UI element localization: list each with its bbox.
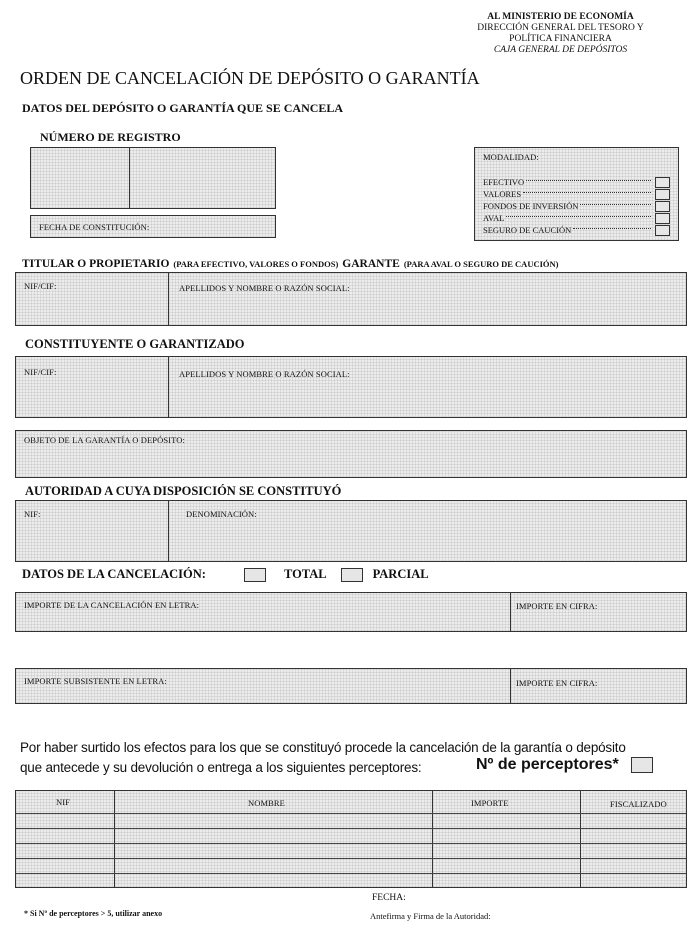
modalidad-aval[interactable] <box>483 212 670 224</box>
importe-cancelacion-divider <box>510 593 511 631</box>
fondos-checkbox[interactable] <box>655 201 670 212</box>
titular-heading-c: GARANTE <box>342 258 400 270</box>
perceptores-row <box>476 756 653 774</box>
modalidad-label: MODALIDAD: <box>483 152 539 162</box>
form-subtitle: DATOS DEL DEPÓSITO O GARANTÍA QUE SE CANCELA <box>22 101 344 115</box>
parcial-checkbox[interactable] <box>341 568 363 582</box>
table-row-line <box>16 843 686 844</box>
importe-cancelacion-field[interactable] <box>15 592 687 632</box>
total-label: TOTAL <box>283 567 327 581</box>
fecha-constitucion-field[interactable] <box>30 215 276 238</box>
modalidad-valores-label: VALORES <box>483 189 522 199</box>
table-header-importe: IMPORTE <box>471 798 509 808</box>
subsistente-letra-label: IMPORTE SUBSISTENTE EN LETRA: <box>24 676 167 686</box>
perceptores-label: Nº de perceptores* <box>476 756 619 773</box>
seguro-checkbox[interactable] <box>655 225 670 236</box>
table-header-nif: NIF <box>56 797 70 807</box>
modalidad-seguro[interactable] <box>483 224 670 236</box>
cancelacion-row <box>22 567 429 582</box>
constituyente-divider <box>168 357 169 417</box>
modalidad-fondos[interactable] <box>483 200 670 212</box>
header-line-2: DIRECCIÓN GENERAL DEL TESORO Y <box>477 23 644 33</box>
footer-fecha: FECHA: <box>372 893 406 903</box>
constituyente-name-label: APELLIDOS Y NOMBRE O RAZÓN SOCIAL: <box>179 369 350 379</box>
valores-checkbox[interactable] <box>655 189 670 200</box>
table-row-line <box>16 828 686 829</box>
titular-heading-a: TITULAR O PROPIETARIO <box>22 258 170 270</box>
constituyente-nif-label: NIF/CIF: <box>24 367 57 377</box>
titular-heading <box>22 254 559 272</box>
modalidad-efectivo[interactable] <box>483 176 670 188</box>
header-line-1: AL MINISTERIO DE ECONOMÍA <box>487 12 634 22</box>
autoridad-denom-label: DENOMINACIÓN: <box>186 509 257 519</box>
importe-letra-label: IMPORTE DE LA CANCELACIÓN EN LETRA: <box>24 600 200 610</box>
constituyente-field[interactable] <box>15 356 687 418</box>
header-line-3: POLÍTICA FINANCIERA <box>509 34 612 44</box>
modalidad-box <box>474 147 679 241</box>
importe-subsistente-divider <box>510 669 511 703</box>
importe-subsistente-field[interactable] <box>15 668 687 704</box>
perceptores-count-box[interactable] <box>631 757 653 773</box>
objeto-label: OBJETO DE LA GARANTÍA O DEPÓSITO: <box>24 435 185 445</box>
table-header-nombre: NOMBRE <box>248 798 285 808</box>
subsistente-cifra-label: IMPORTE EN CIFRA: <box>516 678 598 688</box>
registro-number-field[interactable] <box>30 147 276 209</box>
autoridad-heading: AUTORIDAD A CUYA DISPOSICIÓN SE CONSTITUYÓ <box>25 484 342 498</box>
fecha-constitucion-label: FECHA DE CONSTITUCIÓN: <box>39 222 150 232</box>
titular-heading-b: (PARA EFECTIVO, VALORES O FONDOS) <box>173 259 339 269</box>
autoridad-divider <box>168 501 169 561</box>
modalidad-seguro-label: SEGURO DE CAUCIÓN <box>483 225 572 235</box>
registro-divider <box>129 148 130 208</box>
registro-heading: NÚMERO DE REGISTRO <box>40 130 181 144</box>
statement-line-1: Por haber surtido los efectos para los que se constituyó procede la cancelación de la garantía o depósito <box>20 740 626 755</box>
objeto-field[interactable] <box>15 430 687 478</box>
modalidad-fondos-label: FONDOS DE INVERSIÓN <box>483 201 579 211</box>
titular-divider <box>168 273 169 325</box>
footer-note: * Si Nº de perceptores > 5, utilizar anexo <box>24 909 163 918</box>
autoridad-field[interactable] <box>15 500 687 562</box>
table-row-line <box>16 858 686 859</box>
perceptores-table <box>15 790 687 888</box>
constituyente-heading: CONSTITUYENTE O GARANTIZADO <box>25 337 245 351</box>
cancelacion-heading: DATOS DE LA CANCELACIÓN: <box>22 567 206 581</box>
importe-cifra-label: IMPORTE EN CIFRA: <box>516 601 598 611</box>
table-header-fiscalizado: FISCALIZADO <box>610 799 667 809</box>
modalidad-efectivo-label: EFECTIVO <box>483 177 525 187</box>
table-row-line <box>16 873 686 874</box>
statement-line-2: que antecede y su devolución o entrega a los siguientes perceptores: <box>20 760 422 775</box>
header-line-4: CAJA GENERAL DE DEPÓSITOS <box>493 45 628 55</box>
table-row-line <box>16 813 686 814</box>
titular-field[interactable] <box>15 272 687 326</box>
autoridad-nif-label: NIF: <box>24 509 41 519</box>
titular-nif-label: NIF/CIF: <box>24 281 57 291</box>
form-title: ORDEN DE CANCELACIÓN DE DEPÓSITO O GARANTÍA <box>20 68 480 88</box>
ministry-header <box>458 12 663 56</box>
titular-heading-d: (PARA AVAL O SEGURO DE CAUCIÓN) <box>403 259 559 269</box>
titular-name-label: APELLIDOS Y NOMBRE O RAZÓN SOCIAL: <box>179 283 350 293</box>
efectivo-checkbox[interactable] <box>655 177 670 188</box>
modalidad-valores[interactable] <box>483 188 670 200</box>
footer-firma: Antefirma y Firma de la Autoridad: <box>370 911 491 921</box>
aval-checkbox[interactable] <box>655 213 670 224</box>
total-checkbox[interactable] <box>244 568 266 582</box>
parcial-label: PARCIAL <box>372 567 429 581</box>
modalidad-aval-label: AVAL <box>483 213 505 223</box>
